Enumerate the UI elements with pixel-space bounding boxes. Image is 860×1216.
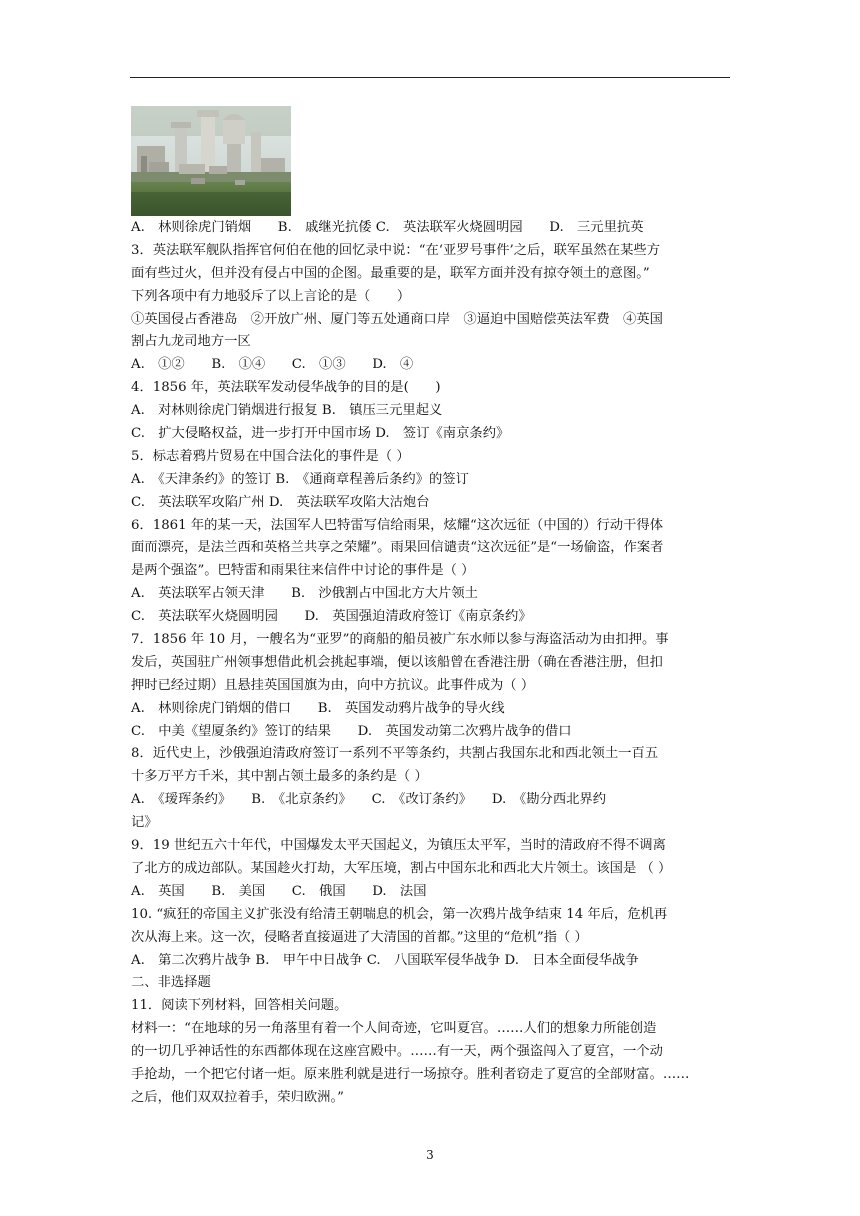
section-heading: 二、非选择题 [131,975,211,991]
text-line: 面而漂亮，是法兰西和英格兰共享之荣耀”。雨果回信谴责“这次远征”是“一场偷盗，作案者 [131,540,664,556]
text-line: 11．阅读下列材料，回答相关问题。 [131,998,348,1014]
text-line: 4．1856 年，英法联军发动侵华战争的目的是( ) [131,380,441,396]
text-line: A. 英国 B. 美国 C. 俄国 D. 法国 [131,883,427,899]
text-line: A. 对林则徐虎门销烟进行报复 B. 镇压三元里起义 [131,403,443,419]
text-line: 了北方的成边部队。某国趁火打劫，大军压境，割占中国东北和西北大片领土。该国是 （ ） [131,860,672,876]
text-line: 押时已经过期）且悬挂英国国旗为由，向中方抗议。此事件成为（ ） [131,677,535,693]
text-line: 的一切几乎神话性的东西都体现在这座宫殿中。……有一天，两个强盗闯入了夏宫，一个动 [131,1044,663,1060]
text-line: 面有些过火，但并没有侵占中国的企图。最重要的是，联军方面并没有掠夺领土的意图。” [131,265,650,281]
text-line: 9．19 世纪五六十年代，中国爆发太平天国起义，为镇压太平军，当时的清政府不得不调离 [131,838,666,854]
text-line: A. 《瑷珲条约》 B. 《北京条约》 C. 《改订条约》 D. 《勘分西北界约 [131,792,607,808]
text-line: 下列各项中有力地驳斥了以上言论的是（ ） [131,288,411,304]
text-line: C. 中美《望厦条约》签订的结果 D. 英国发动第二次鸦片战争的借口 [131,723,572,739]
text-line: 7．1856 年 10 月，一艘名为“亚罗”的商船的船员被广东水师以参与海盗活动为由扣押。事 [131,632,669,648]
text-line: 10. “疯狂的帝国主义扩张没有给清王朝喘息的机会，第一次鸦片战争结束 14 年后，危机再 [131,906,668,922]
text-line: 是两个强盗”。巴特雷和雨果往来信件中讨论的事件是（ ） [131,563,475,579]
text-line: ①英国侵占香港岛 ②开放广州、厦门等五处通商口岸 ③逼迫中国赔偿英法军费 ④英国 [131,311,663,327]
text-line: 次从海上来。这一次，侵略者直接逼进了大清国的首都。”这里的“危机”指（ ） [131,929,588,945]
text-line: 手抢劫，一个把它付诸一炬。原来胜利就是进行一场掠夺。胜利者窃走了夏宫的全部财富。…… [131,1066,690,1082]
text-line: A. ①② B. ①④ C. ①③ D. ④ [131,357,414,373]
text-line: 3．英法联军舰队指挥官何伯在他的回忆录中说：“在‘亚罗号事件’之后，联军虽然在某些方 [131,242,660,258]
header-rule [130,77,730,78]
text-line: 6．1861 年的某一天，法国军人巴特雷写信给雨果，炫耀“这次远征（中国的）行动干得体 [131,517,664,533]
question-text-block [131,217,735,1110]
text-line: A. 林则徐虎门销烟的借口 B. 英国发动鸦片战争的导火线 [131,700,505,716]
ruins-photo [131,106,291,216]
text-line: 之后，他们双双拉着手，荣归欧洲。” [131,1089,344,1105]
text-line: 8．近代史上，沙俄强迫清政府签订一系列不平等条约，共割占我国东北和西北领土一百五 [131,746,659,762]
text-line: A. 林则徐虎门销烟 B. 戚继光抗倭 C. 英法联军火烧圆明园 D. 三元里抗英 [131,220,644,235]
text-line: A. 第二次鸦片战争 B. 甲午中日战争 C. 八国联军侵华战争 D. 日本全面侵华战争 [131,952,639,968]
text-line: 记》 [131,815,158,831]
text-line: 割占九龙司地方一区 [131,334,251,350]
text-line: 发后，英国驻广州领事想借此机会挑起事端，便以该船曾在香港注册（确在香港注册，但扣 [131,654,663,670]
text-line: C. 英法联军火烧圆明园 D. 英国强迫清政府签订《南京条约》 [131,609,532,625]
text-line: 5．标志着鸦片贸易在中国合法化的事件是（ ） [131,448,410,464]
page-number: 3 [426,1148,434,1162]
text-line: C. 扩大侵略权益，进一步打开中国市场 D. 签订《南京条约》 [131,426,510,442]
text-line: 十多万平方千米，其中割占领土最多的条约是（ ） [131,769,428,785]
text-line: C. 英法联军攻陷广州 D. 英法联军攻陷大沽炮台 [131,494,430,510]
text-line: A. 英法联军占领天津 B. 沙俄割占中国北方大片领土 [131,586,478,602]
text-line: A. 《天津条约》的签订 B. 《通商章程善后条约》的签订 [131,471,469,487]
ruins-photo-icon [131,106,291,216]
text-line: 材料一：“在地球的另一角落里有着一个人间奇迹，它叫夏宫。……人们的想象力所能创造 [131,1021,657,1037]
